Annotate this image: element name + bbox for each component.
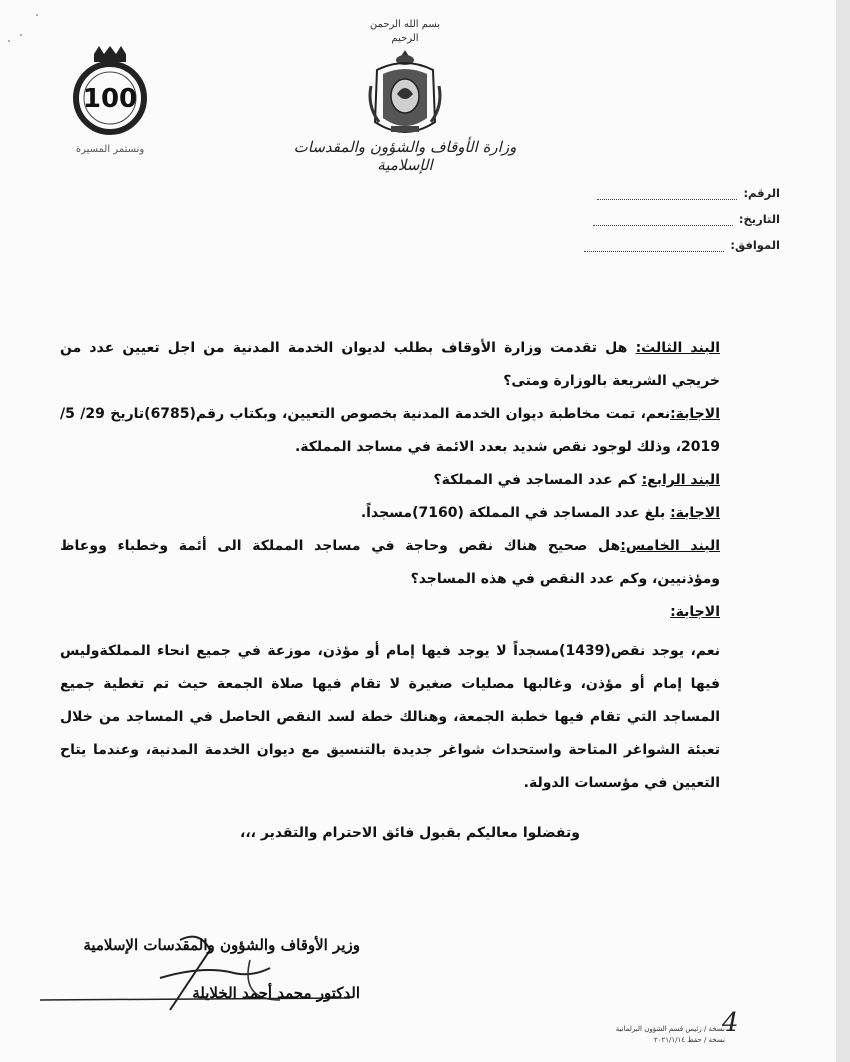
page-edge <box>836 0 850 1062</box>
item-label: البند الرابع: <box>641 472 720 488</box>
letter-body <box>60 332 720 800</box>
basmala: بسم الله الرحمن الرحيم <box>369 19 441 44</box>
item-fifth <box>60 530 720 596</box>
item-text: نعم، تمت مخاطبة ديوان الخدمة المدنية بخصوص التعيين، وبكتاب رقم(6785)تاريخ 29/ 5/ 2019، وذلك لوجود نقص شديد بعدد الائمة في مساجد المملكة. <box>60 406 720 455</box>
page-mark: 4 <box>722 1008 739 1038</box>
reference-corresponding-blank <box>584 239 724 252</box>
item-label: الاجابة: <box>670 406 720 422</box>
handwritten-signature <box>30 920 390 1020</box>
item-third <box>60 332 720 398</box>
item-text: هل صحيح هناك نقص وحاجة في مساجد المملكة الى أئمة وخطباء ووعاظ ومؤذنيين، وكم عدد النقص في هذه المساجد؟ <box>60 538 720 587</box>
reference-number-label: الرقم: <box>743 186 780 200</box>
answer-third <box>60 398 720 464</box>
copy-notes <box>585 1024 725 1046</box>
centennial-number: 100 <box>82 84 138 114</box>
item-label: الاجابة: <box>670 604 720 620</box>
item-text: كم عدد المساجد في المملكة؟ <box>433 472 642 488</box>
closing-salutation: وتفضلوا معاليكم بقبول فائق الاحترام والتقدير ،،، <box>240 825 580 841</box>
reference-corresponding-row <box>584 232 780 258</box>
copy-note-line: نسخة / رئيس قسم الشؤون البرلمانية <box>615 1025 725 1033</box>
reference-date-blank <box>593 213 733 226</box>
item-text: بلغ عدد المساجد في المملكة (7160)مسجداً. <box>360 505 671 521</box>
centennial-logo <box>64 42 156 155</box>
item-label: البند الخامس: <box>620 538 721 554</box>
scan-speck <box>8 40 10 42</box>
scan-speck <box>36 14 38 16</box>
centennial-crown-icon <box>64 42 156 142</box>
answer-fifth-paragraph: نعم، يوجد نقص(1439)مسجداً لا يوجد فيها إمام أو مؤذن، موزعة في جميع انحاء المملكةوليس فيها إمام أو مؤذن، وغالبها مصليات صغيرة لا تقام فيها صلاة الجمعة حيث تم تغطية جميع المساجد التي تقام فيها خطبة الجمعة، وهنالك خطة لسد النقص الحاصل في المساجد من خلال تعبئة الشواغر المتاحة واستحداث شواغر جديدة بالتنسيق مع ديوان الخدمة المدنية، وعندما يتاح التعيين في مؤسسات الدولة. <box>60 643 720 791</box>
scan-speck <box>20 34 22 36</box>
signatory-title: وزير الأوقاف والشؤون والمقدسات الإسلامية <box>83 936 360 954</box>
reference-date-row <box>584 206 780 232</box>
signatory-name: الدكتور محمد أحمد الخلايلة <box>192 984 360 1002</box>
answer-fourth <box>60 497 720 530</box>
reference-date-label: التاريخ: <box>738 212 780 226</box>
answer-fifth-label <box>60 596 720 629</box>
ministry-name: وزارة الأوقاف والشؤون والمقدسات الإسلامية <box>293 138 517 174</box>
item-fourth <box>60 464 720 497</box>
item-text: هل تقدمت وزارة الأوقاف بطلب لديوان الخدمة المدنية من اجل تعيين عدد من خريجي الشريعة بالوزارة ومتى؟ <box>60 340 720 389</box>
centennial-tagline: ونستمر المسيرة <box>75 144 145 155</box>
item-label: الاجابة: <box>670 505 720 521</box>
item-label: البند الثالث: <box>635 340 720 356</box>
reference-fields <box>584 180 780 258</box>
reference-number-row <box>584 180 780 206</box>
royal-crest <box>360 18 450 148</box>
reference-number-blank <box>597 187 737 200</box>
copy-note-line: نسخة / حفظ ٢٠٢١/١/١٤ <box>653 1036 725 1044</box>
reference-corresponding-label: الموافق: <box>730 238 780 252</box>
jordan-coat-of-arms-icon <box>365 46 445 144</box>
